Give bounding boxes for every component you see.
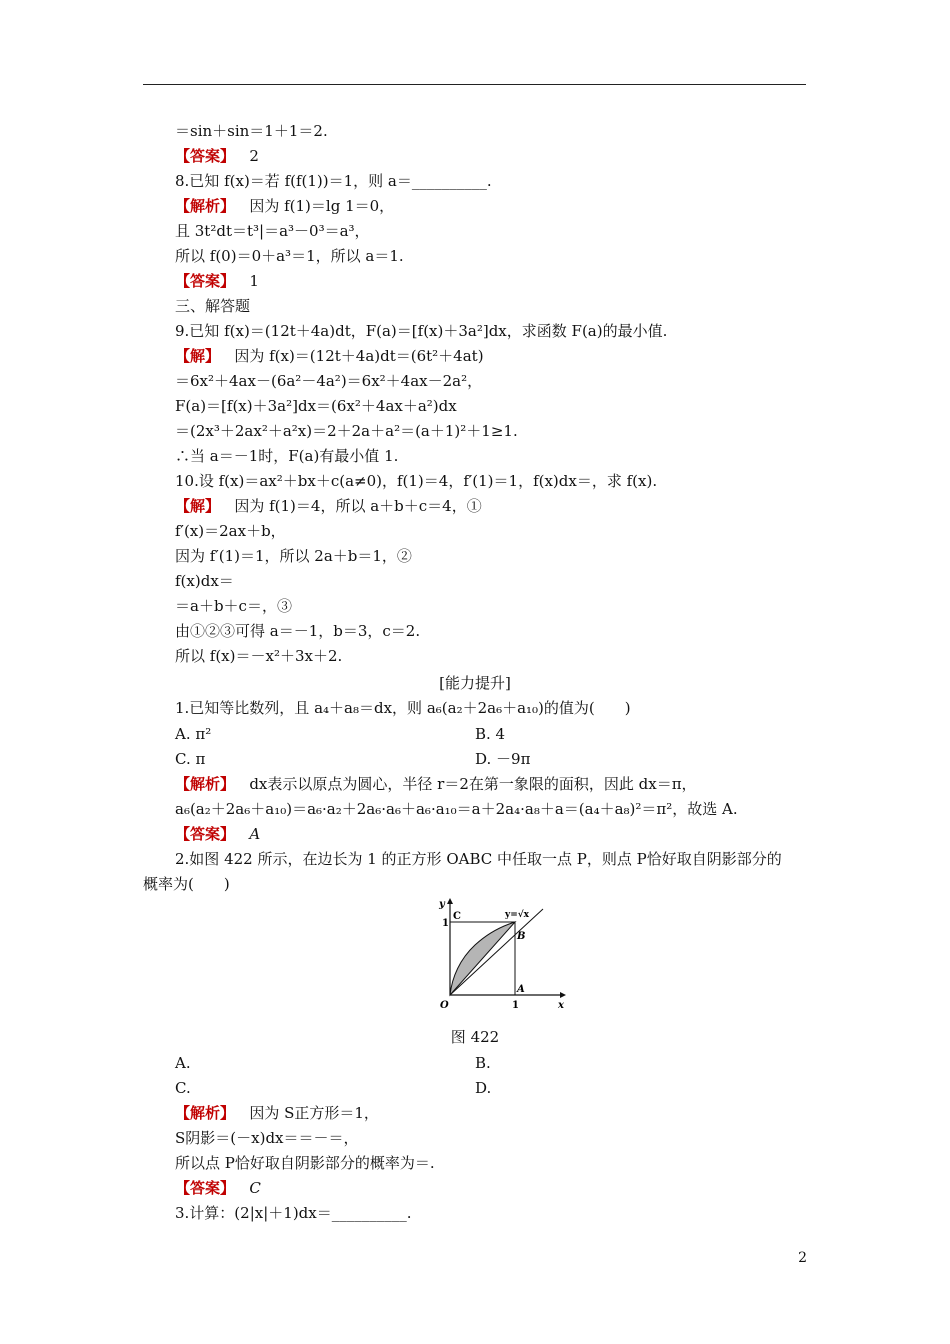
text-line: ＝(2x³＋2ax²＋a²x)＝2＋2a＋a²＝(a＋1)²＋1≥1. xyxy=(175,422,518,440)
analysis-line: 【解析】 因为 f(1)＝lg 1＝0， xyxy=(175,197,395,215)
option-c: C. xyxy=(175,1079,191,1097)
section-title: [能力提升] xyxy=(439,674,511,692)
text-line: a₆(a₂＋2a₆＋a₁₀)＝a₆·a₂＋2a₆·a₆＋a₆·a₁₀＝a＋2a₄·a₈＋a＝(a₄＋a₈)²＝π²，故选 A. xyxy=(175,800,738,818)
y-axis-label: y xyxy=(439,899,445,910)
figure-caption: 图 422 xyxy=(450,1028,500,1046)
text-line: 所以 f(0)＝0＋a³＝1，所以 a＝1. xyxy=(175,247,404,265)
section-heading: 三、解答题 xyxy=(175,297,251,315)
header-rule xyxy=(143,84,806,85)
question-10: 10.设 f(x)＝ax²＋bx＋c(a≠0)，f(1)＝4，f′(1)＝1，f(x)dx＝，求 f(x). xyxy=(175,472,658,490)
text-line: 因为 f′(1)＝1，所以 2a＋b＝1，② xyxy=(175,547,412,565)
question-3: 3.计算：(2|x|＋1)dx＝__________. xyxy=(175,1204,412,1222)
question-2: 2.如图 422 所示，在边长为 1 的正方形 OABC 中任取一点 P，则点 P恰好取自阴影部分的 xyxy=(175,850,782,868)
x-tick-1: 1 xyxy=(512,1000,519,1011)
text-line: f′(x)＝2ax＋b， xyxy=(175,522,286,540)
curve-label: y=√x xyxy=(505,910,530,920)
analysis-line: 【解析】 dx表示以原点为圆心，半径 r＝2在第一象限的面积，因此 dx＝π， xyxy=(175,775,697,793)
answer-line: 【答案】 C xyxy=(175,1179,261,1197)
option-a: A. π² xyxy=(175,725,212,743)
answer-line: 【答案】 2 xyxy=(175,147,259,165)
option-c: C. π xyxy=(175,750,206,768)
point-c-label: C xyxy=(453,911,461,922)
text-line: 所以 f(x)＝－x²＋3x＋2. xyxy=(175,647,343,665)
figure-422 xyxy=(420,895,570,1020)
text-line: f(x)dx＝ xyxy=(175,572,234,590)
option-a: A. xyxy=(175,1054,191,1072)
answer-line: 【答案】 1 xyxy=(175,272,259,290)
text-line: ＝sin＋sin＝1＋1＝2. xyxy=(175,122,328,140)
origin-label: O xyxy=(440,1000,449,1011)
solution-line: 【解】 因为 f(x)＝(12t＋4a)dt＝(6t²＋4at) xyxy=(175,347,484,365)
point-a-label: A xyxy=(517,984,525,995)
option-d: D. xyxy=(475,1079,492,1097)
text-line: ＝6x²＋4ax－(6a²－4a²)＝6x²＋4ax－2a²， xyxy=(175,372,483,390)
question-9: 9.已知 f(x)＝(12t＋4a)dt，F(a)＝[f(x)＋3a²]dx，求函数 F(a)的最小值. xyxy=(175,322,668,340)
text-line: ＝a＋b＋c＝，③ xyxy=(175,597,292,615)
text-line: 且 3t²dt＝t³|＝a³－0³＝a³， xyxy=(175,222,370,240)
text-line: S阴影＝(－x)dx＝＝－＝， xyxy=(175,1129,359,1147)
option-d: D. －9π xyxy=(475,750,531,768)
point-b-label: B xyxy=(517,931,526,942)
text-line: F(a)＝[f(x)＋3a²]dx＝(6x²＋4ax＋a²)dx xyxy=(175,397,457,415)
text-line: ∴当 a＝－1时，F(a)有最小值 1. xyxy=(175,447,399,465)
page-number: 2 xyxy=(798,1250,807,1266)
analysis-line: 【解析】 因为 S正方形＝1， xyxy=(175,1104,379,1122)
answer-line: 【答案】 A xyxy=(175,825,261,843)
text-line: 由①②③可得 a＝－1，b＝3，c＝2. xyxy=(175,622,421,640)
option-b: B. xyxy=(475,1054,491,1072)
question-1: 1.已知等比数列，且 a₄＋a₈＝dx，则 a₆(a₂＋2a₆＋a₁₀)的值为( ) xyxy=(175,699,631,717)
option-b: B. 4 xyxy=(475,725,506,743)
question-8: 8.已知 f(x)＝若 f(f(1))＝1，则 a＝__________. xyxy=(175,172,492,190)
x-axis-label: x xyxy=(558,1000,564,1011)
y-tick-1: 1 xyxy=(442,918,449,929)
text-line: 所以点 P恰好取自阴影部分的概率为＝. xyxy=(175,1154,435,1172)
solution-line: 【解】 因为 f(1)＝4，所以 a＋b＋c＝4，① xyxy=(175,497,482,515)
question-2-cont: 概率为( ) xyxy=(143,875,230,893)
